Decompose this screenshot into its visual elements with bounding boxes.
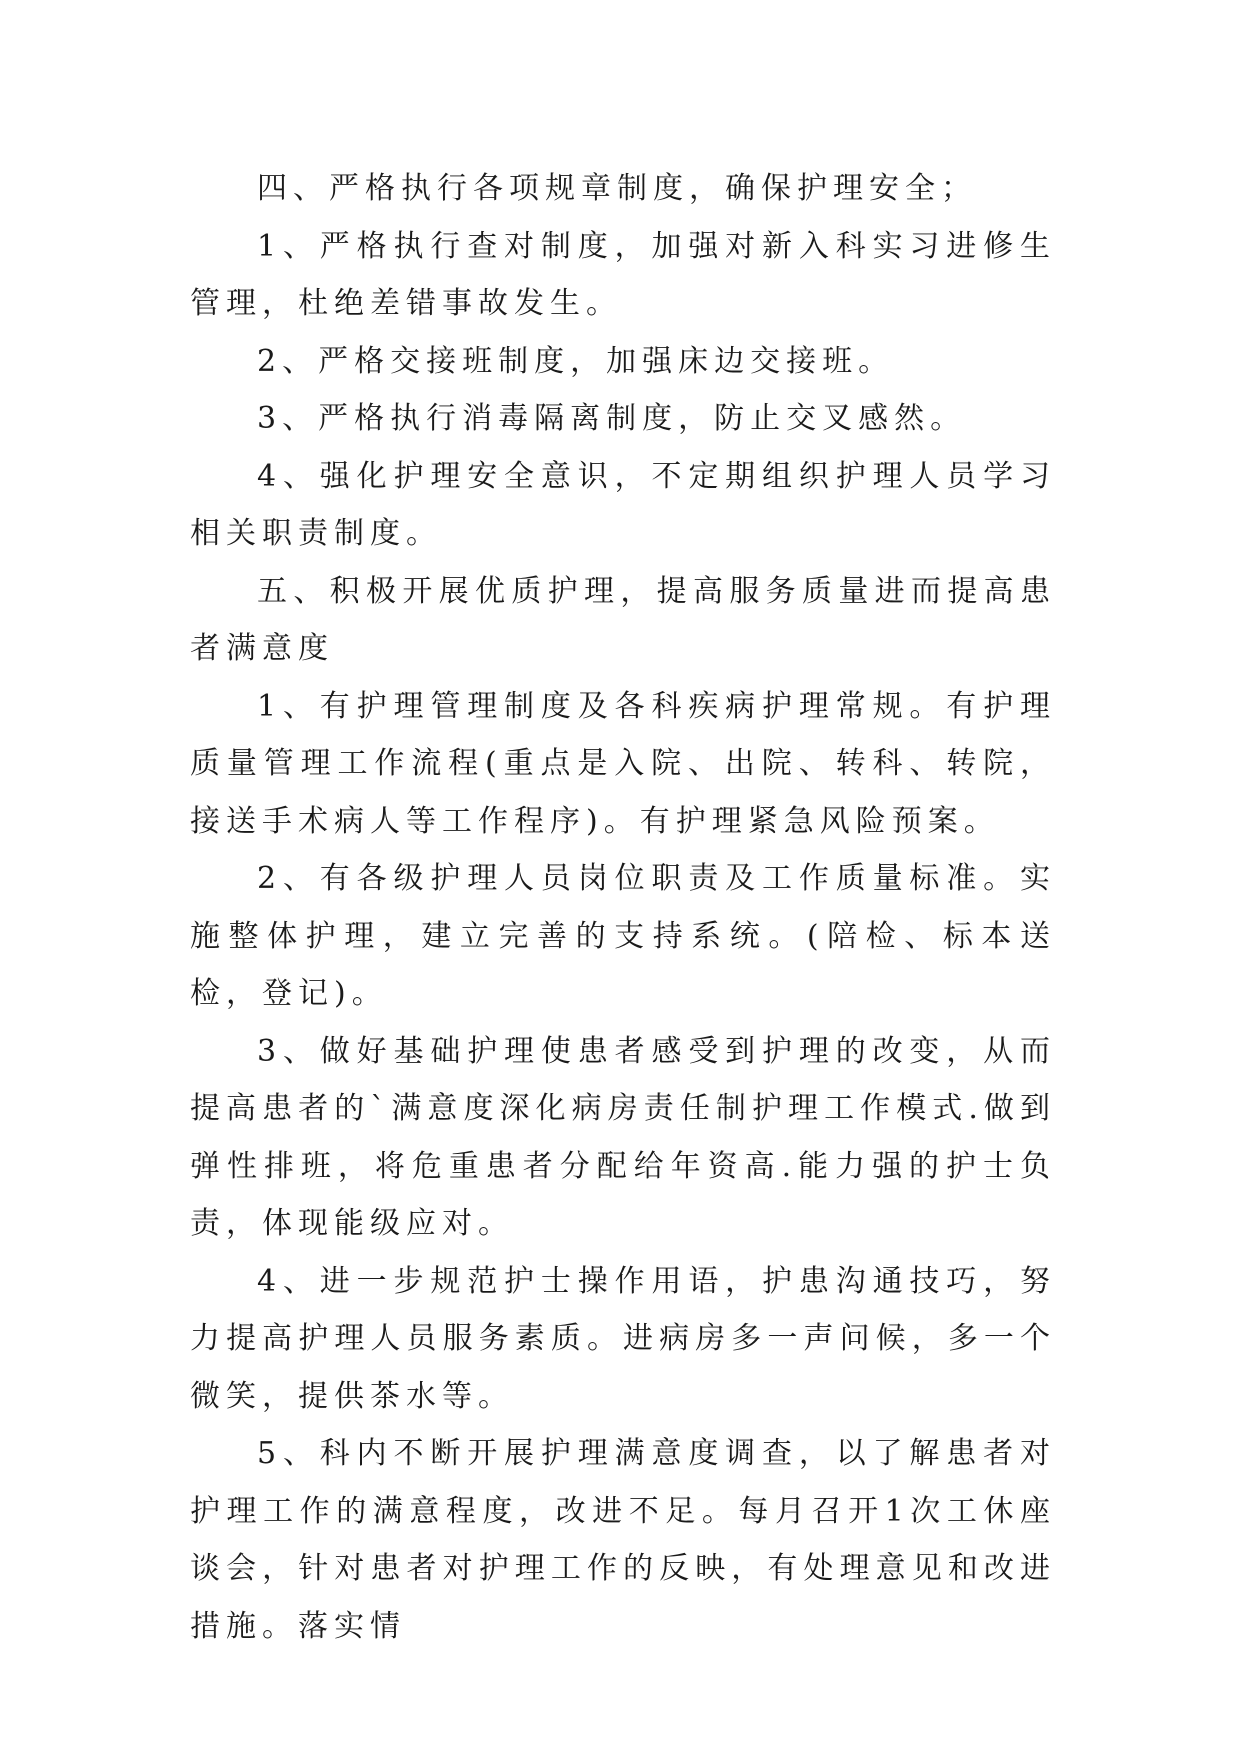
paragraph-4-2: 2、严格交接班制度，加强床边交接班。 [257, 343, 895, 379]
section-heading-4: 四、严格执行各项规章制度，确保护理安全； [257, 171, 977, 206]
paragraph-4-1: 1、严格执行查对制度，加强对新入科实习进修生管理，杜绝差错事故发生。 [190, 228, 1056, 321]
paragraph-5-3: 3、做好基础护理使患者感受到护理的改变，从而提高患者的`满意度深化病房责任制护理工作模式.做到弹性排班，将危重患者分配给年资高.能力强的护士负责，体现能级应对。 [190, 1033, 1056, 1241]
section-heading-5: 五、积极开展优质护理，提高服务质量进而提高患者满意度 [190, 573, 1056, 666]
paragraph-4-4: 4、强化护理安全意识，不定期组织护理人员学习相关职责制度。 [190, 458, 1056, 551]
paragraph-5-5: 5、科内不断开展护理满意度调查，以了解患者对护理工作的满意程度，改进不足。每月召开1次工休座谈会，针对患者对护理工作的反映，有处理意见和改进措施。落实情 [190, 1436, 1056, 1644]
paragraph-5-4: 4、进一步规范护士操作用语，护患沟通技巧，努力提高护理人员服务素质。进病房多一声问候，多一个微笑，提供茶水等。 [190, 1263, 1056, 1414]
paragraph-5-2: 2、有各级护理人员岗位职责及工作质量标准。实施整体护理，建立完善的支持系统。(陪检、标本送检，登记)。 [190, 861, 1056, 1011]
paragraph-4-3: 3、严格执行消毒隔离制度，防止交叉感然。 [257, 401, 967, 436]
document-body [190, 160, 1056, 1655]
paragraph-5-1: 1、有护理管理制度及各科疾病护理常规。有护理质量管理工作流程(重点是入院、出院、转科、转院，接送手术病人等工作程序)。有护理紧急风险预案。 [190, 688, 1056, 839]
